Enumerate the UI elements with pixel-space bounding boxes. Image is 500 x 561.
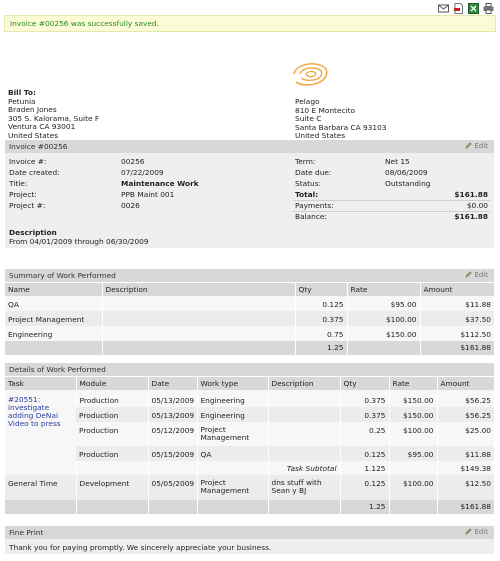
detail-date: 05/12/2009 <box>148 422 197 446</box>
summary-total-row <box>5 341 494 355</box>
summary-amount: $112.50 <box>420 326 494 341</box>
summary-description <box>102 326 295 341</box>
summary-title: Summary of Work Performed <box>9 271 116 280</box>
field-label: Project: <box>9 190 37 199</box>
summary-table <box>5 283 494 355</box>
email-icon[interactable] <box>438 3 449 14</box>
invoice-details-panel <box>5 153 494 248</box>
fine-print-edit-link[interactable] <box>465 528 488 536</box>
date-created-value: 07/22/2009 <box>121 168 164 177</box>
pdf-icon[interactable] <box>453 3 464 14</box>
fine-print-text: Thank you for paying promptly. We sincerely appreciate your business. <box>5 539 494 554</box>
excel-icon[interactable] <box>468 3 479 14</box>
summary-edit-link[interactable] <box>465 271 488 279</box>
fine-print-header <box>5 526 494 539</box>
total-qty: 1.25 <box>295 341 347 355</box>
column-header: Qty <box>295 283 347 296</box>
total-value: $161.88 <box>454 190 488 199</box>
detail-amount: $25.00 <box>437 422 494 446</box>
column-header: Module <box>76 377 148 390</box>
invoice-header-title: Invoice #00256 <box>9 142 68 151</box>
detail-amount: $56.25 <box>437 390 494 407</box>
project-number-value: 0026 <box>121 201 140 210</box>
summary-rate: $95.00 <box>347 296 420 311</box>
detail-worktype: Engineering <box>197 390 268 407</box>
pencil-icon <box>465 528 472 535</box>
detail-worktype: Engineering <box>197 407 268 422</box>
table-row <box>5 475 494 500</box>
detail-amount: $12.50 <box>437 475 494 500</box>
detail-date: 05/13/2009 <box>148 390 197 407</box>
edit-label: Edit <box>474 142 488 150</box>
detail-task: General Time <box>5 475 76 500</box>
detail-date: 05/15/2009 <box>148 446 197 461</box>
bill-to-line: Petunia <box>8 96 36 106</box>
bill-to-label: Bill To: <box>8 88 36 97</box>
detail-amount: $56.25 <box>437 407 494 422</box>
pencil-icon <box>465 271 472 278</box>
details-title: Details of Work Performed <box>9 365 106 374</box>
task-link[interactable]: #20551: investigate adding DeNai Video to press <box>8 395 61 428</box>
table-row <box>5 390 494 407</box>
column-header: Description <box>268 377 340 390</box>
bill-to-line: United States <box>8 130 59 140</box>
subtotal-qty: 1.125 <box>340 461 389 475</box>
details-header <box>5 363 494 376</box>
edit-label: Edit <box>474 528 488 536</box>
detail-description <box>268 422 340 446</box>
field-label: Balance: <box>295 212 327 221</box>
column-header: Qty <box>340 377 389 390</box>
detail-amount: $11.88 <box>437 446 494 461</box>
column-header: Date <box>148 377 197 390</box>
table-row <box>5 311 494 326</box>
table-row <box>5 446 494 461</box>
summary-amount: $11.88 <box>420 296 494 311</box>
detail-date: 05/05/2009 <box>148 475 197 500</box>
bill-to-line: 305 S. Kalorama, Suite F <box>8 113 100 123</box>
total-cell <box>347 341 420 355</box>
total-qty: 1.25 <box>340 500 389 514</box>
summary-description <box>102 296 295 311</box>
detail-module: Production <box>76 446 148 461</box>
table-row <box>5 422 494 446</box>
bill-to-line: Braden Jones <box>8 105 57 115</box>
field-label: Project #: <box>9 201 46 210</box>
total-amount: $161.88 <box>437 500 494 514</box>
column-header: Amount <box>420 283 494 296</box>
detail-module: Production <box>76 407 148 422</box>
column-header: Work type <box>197 377 268 390</box>
detail-qty: 0.25 <box>340 422 389 446</box>
subtotal-label: Task Subtotal <box>268 461 340 475</box>
vendor-address <box>295 98 387 141</box>
field-label: Title: <box>9 179 28 188</box>
vendor-line: 810 E Montecito <box>295 105 356 115</box>
column-header: Rate <box>347 283 420 296</box>
summary-header <box>5 269 494 282</box>
title-value: Maintenance Work <box>121 179 199 188</box>
column-header: Amount <box>437 377 494 390</box>
detail-description <box>268 390 340 407</box>
table-row <box>5 296 494 311</box>
detail-rate: $95.00 <box>389 446 437 461</box>
table-row <box>5 407 494 422</box>
company-logo <box>290 60 332 90</box>
detail-worktype: QA <box>197 446 268 461</box>
subtotal-amount: $149.38 <box>437 461 494 475</box>
total-cell <box>5 341 102 355</box>
detail-qty: 0.375 <box>340 390 389 407</box>
detail-rate: $100.00 <box>389 422 437 446</box>
field-label: Payments: <box>295 201 334 210</box>
field-label: Total: <box>295 190 319 199</box>
column-header: Name <box>5 283 102 296</box>
balance-value: $161.88 <box>454 212 488 221</box>
detail-worktype: Project Management <box>197 475 268 500</box>
bill-to-line: Ventura CA 93001 <box>8 122 76 132</box>
summary-name: QA <box>5 296 102 311</box>
summary-description <box>102 311 295 326</box>
total-amount: $161.88 <box>420 341 494 355</box>
payments-value: $0.00 <box>466 201 488 210</box>
detail-qty: 0.125 <box>340 475 389 500</box>
task-subtotal-row <box>5 461 494 475</box>
detail-description: dns stuff with Sean y BJ <box>268 475 340 500</box>
project-value: PPB Maint 001 <box>121 190 175 199</box>
invoice-number-value: 00256 <box>121 157 145 166</box>
summary-rate: $100.00 <box>347 311 420 326</box>
details-total-row <box>5 500 494 514</box>
summary-amount: $37.50 <box>420 311 494 326</box>
edit-label: Edit <box>474 271 488 279</box>
toolbar <box>438 3 494 14</box>
field-label: Date due: <box>295 168 332 177</box>
detail-module: Production <box>76 422 148 446</box>
success-message: Invoice #00256 was successfully saved. <box>4 15 496 32</box>
print-icon[interactable] <box>483 3 494 14</box>
field-label: Invoice #: <box>9 157 47 166</box>
field-label: Status: <box>295 179 322 188</box>
description-value: From 04/01/2009 through 06/30/2009 <box>9 237 149 246</box>
summary-name: Engineering <box>5 326 102 341</box>
summary-qty: 0.125 <box>295 296 347 311</box>
detail-rate: $100.00 <box>389 475 437 500</box>
detail-worktype: Project Management <box>197 422 268 446</box>
detail-description <box>268 407 340 422</box>
vendor-line: Suite C <box>295 114 322 124</box>
detail-module: Production <box>76 390 148 407</box>
vendor-line: Pelago <box>295 97 320 106</box>
detail-module: Development <box>76 475 148 500</box>
column-header: Task <box>5 377 76 390</box>
pencil-icon <box>465 142 472 149</box>
vendor-line: Santa Barbara CA 93103 <box>295 122 387 132</box>
detail-date: 05/13/2009 <box>148 407 197 422</box>
detail-description <box>268 446 340 461</box>
detail-qty: 0.375 <box>340 407 389 422</box>
column-header: Description <box>102 283 295 296</box>
detail-rate: $150.00 <box>389 407 437 422</box>
field-label: Date created: <box>9 168 60 177</box>
status-value: Outstanding <box>385 179 431 188</box>
term-value: Net 15 <box>385 157 410 166</box>
description-label: Description <box>9 228 57 237</box>
summary-qty: 0.375 <box>295 311 347 326</box>
details-table <box>5 377 494 514</box>
detail-qty: 0.125 <box>340 446 389 461</box>
table-row <box>5 326 494 341</box>
invoice-header <box>5 140 494 153</box>
vendor-line: United States <box>295 131 346 141</box>
column-header: Rate <box>389 377 437 390</box>
detail-rate: $150.00 <box>389 390 437 407</box>
fine-print-title: Fine Print <box>9 528 44 537</box>
date-due-value: 08/06/2009 <box>385 168 428 177</box>
bill-to-address <box>8 89 99 141</box>
summary-rate: $150.00 <box>347 326 420 341</box>
field-label: Term: <box>295 157 316 166</box>
total-cell <box>102 341 295 355</box>
invoice-edit-link[interactable] <box>465 142 488 150</box>
summary-qty: 0.75 <box>295 326 347 341</box>
summary-name: Project Management <box>5 311 102 326</box>
